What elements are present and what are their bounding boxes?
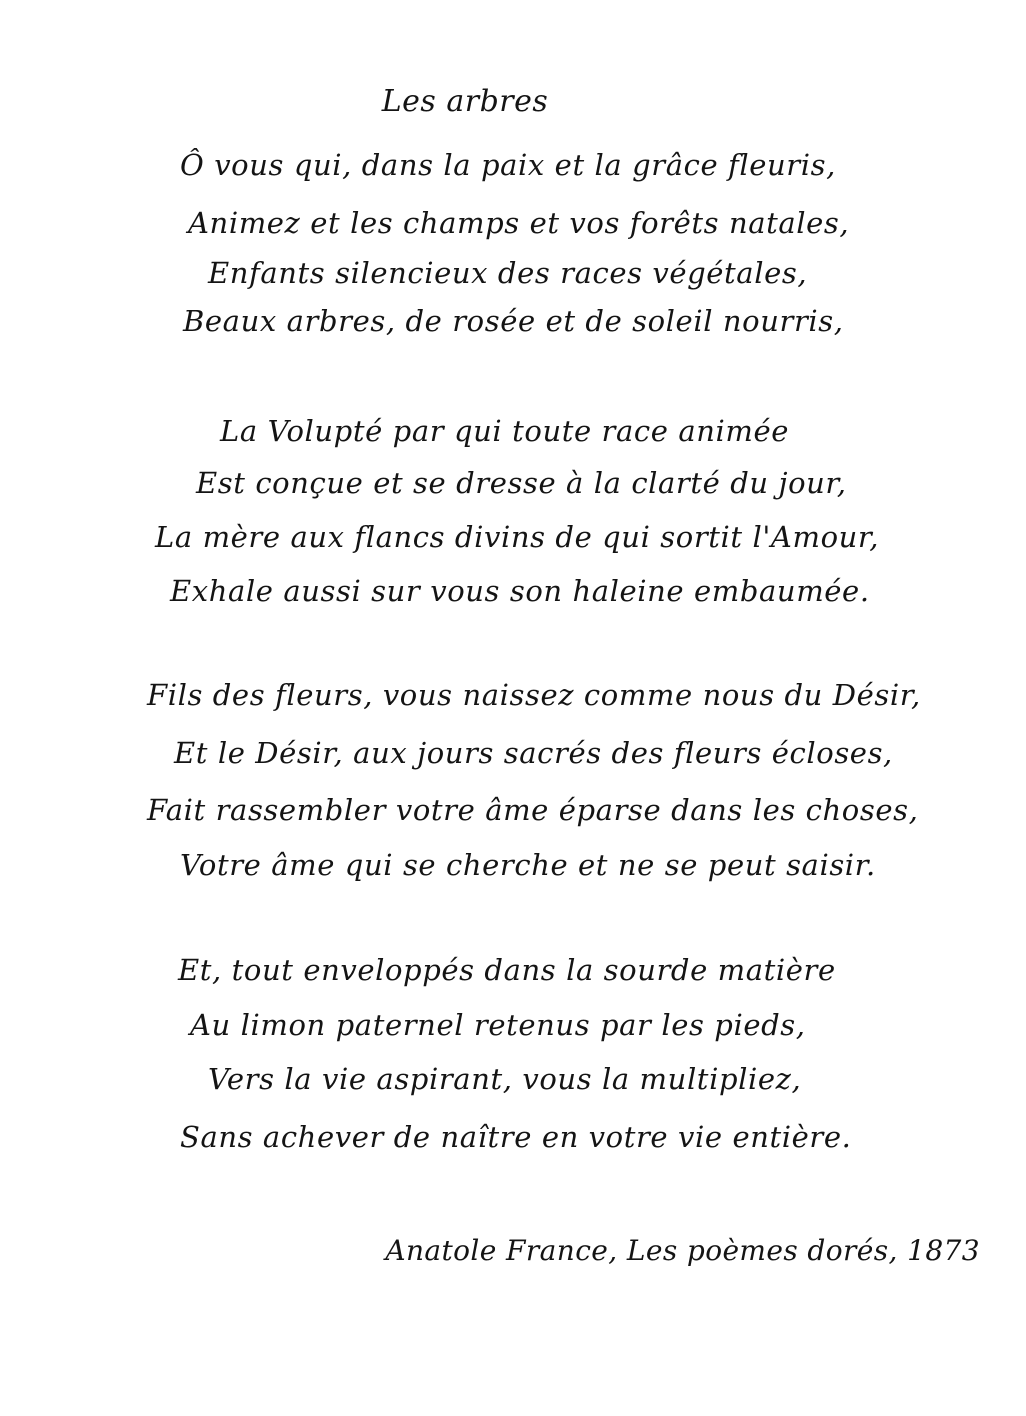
poem-line: Fait rassembler votre âme éparse dans les choses,: [147, 793, 919, 827]
poem-line: Fils des fleurs, vous naissez comme nous du Désir,: [147, 678, 921, 712]
poem-line: Exhale aussi sur vous son haleine embaumée.: [170, 574, 870, 608]
poem-title: Les arbres: [381, 84, 549, 119]
poem-line: La mère aux flancs divins de qui sortit l'Amour,: [155, 520, 880, 554]
poem-line: Ô vous qui, dans la paix et la grâce fleuris,: [180, 148, 836, 182]
poem-line: Votre âme qui se cherche et ne se peut saisir.: [180, 848, 876, 882]
poem-attribution: Anatole France, Les poèmes dorés, 1873: [385, 1234, 980, 1267]
poem-line: Sans achever de naître en votre vie entière.: [180, 1120, 852, 1154]
poem-line: Et, tout enveloppés dans la sourde matière: [178, 953, 836, 987]
poem-line: Au limon paternel retenus par les pieds,: [190, 1008, 806, 1042]
poem-line: Animez et les champs et vos forêts natales,: [188, 206, 850, 240]
poem-line: Enfants silencieux des races végétales,: [208, 256, 808, 290]
poem-line: Vers la vie aspirant, vous la multipliez,: [208, 1062, 802, 1096]
poem-line: Beaux arbres, de rosée et de soleil nourris,: [183, 304, 844, 338]
poem-line: Et le Désir, aux jours sacrés des fleurs écloses,: [174, 736, 893, 770]
poem-line: Est conçue et se dresse à la clarté du jour,: [196, 466, 847, 500]
poem-line: La Volupté par qui toute race animée: [220, 414, 789, 448]
